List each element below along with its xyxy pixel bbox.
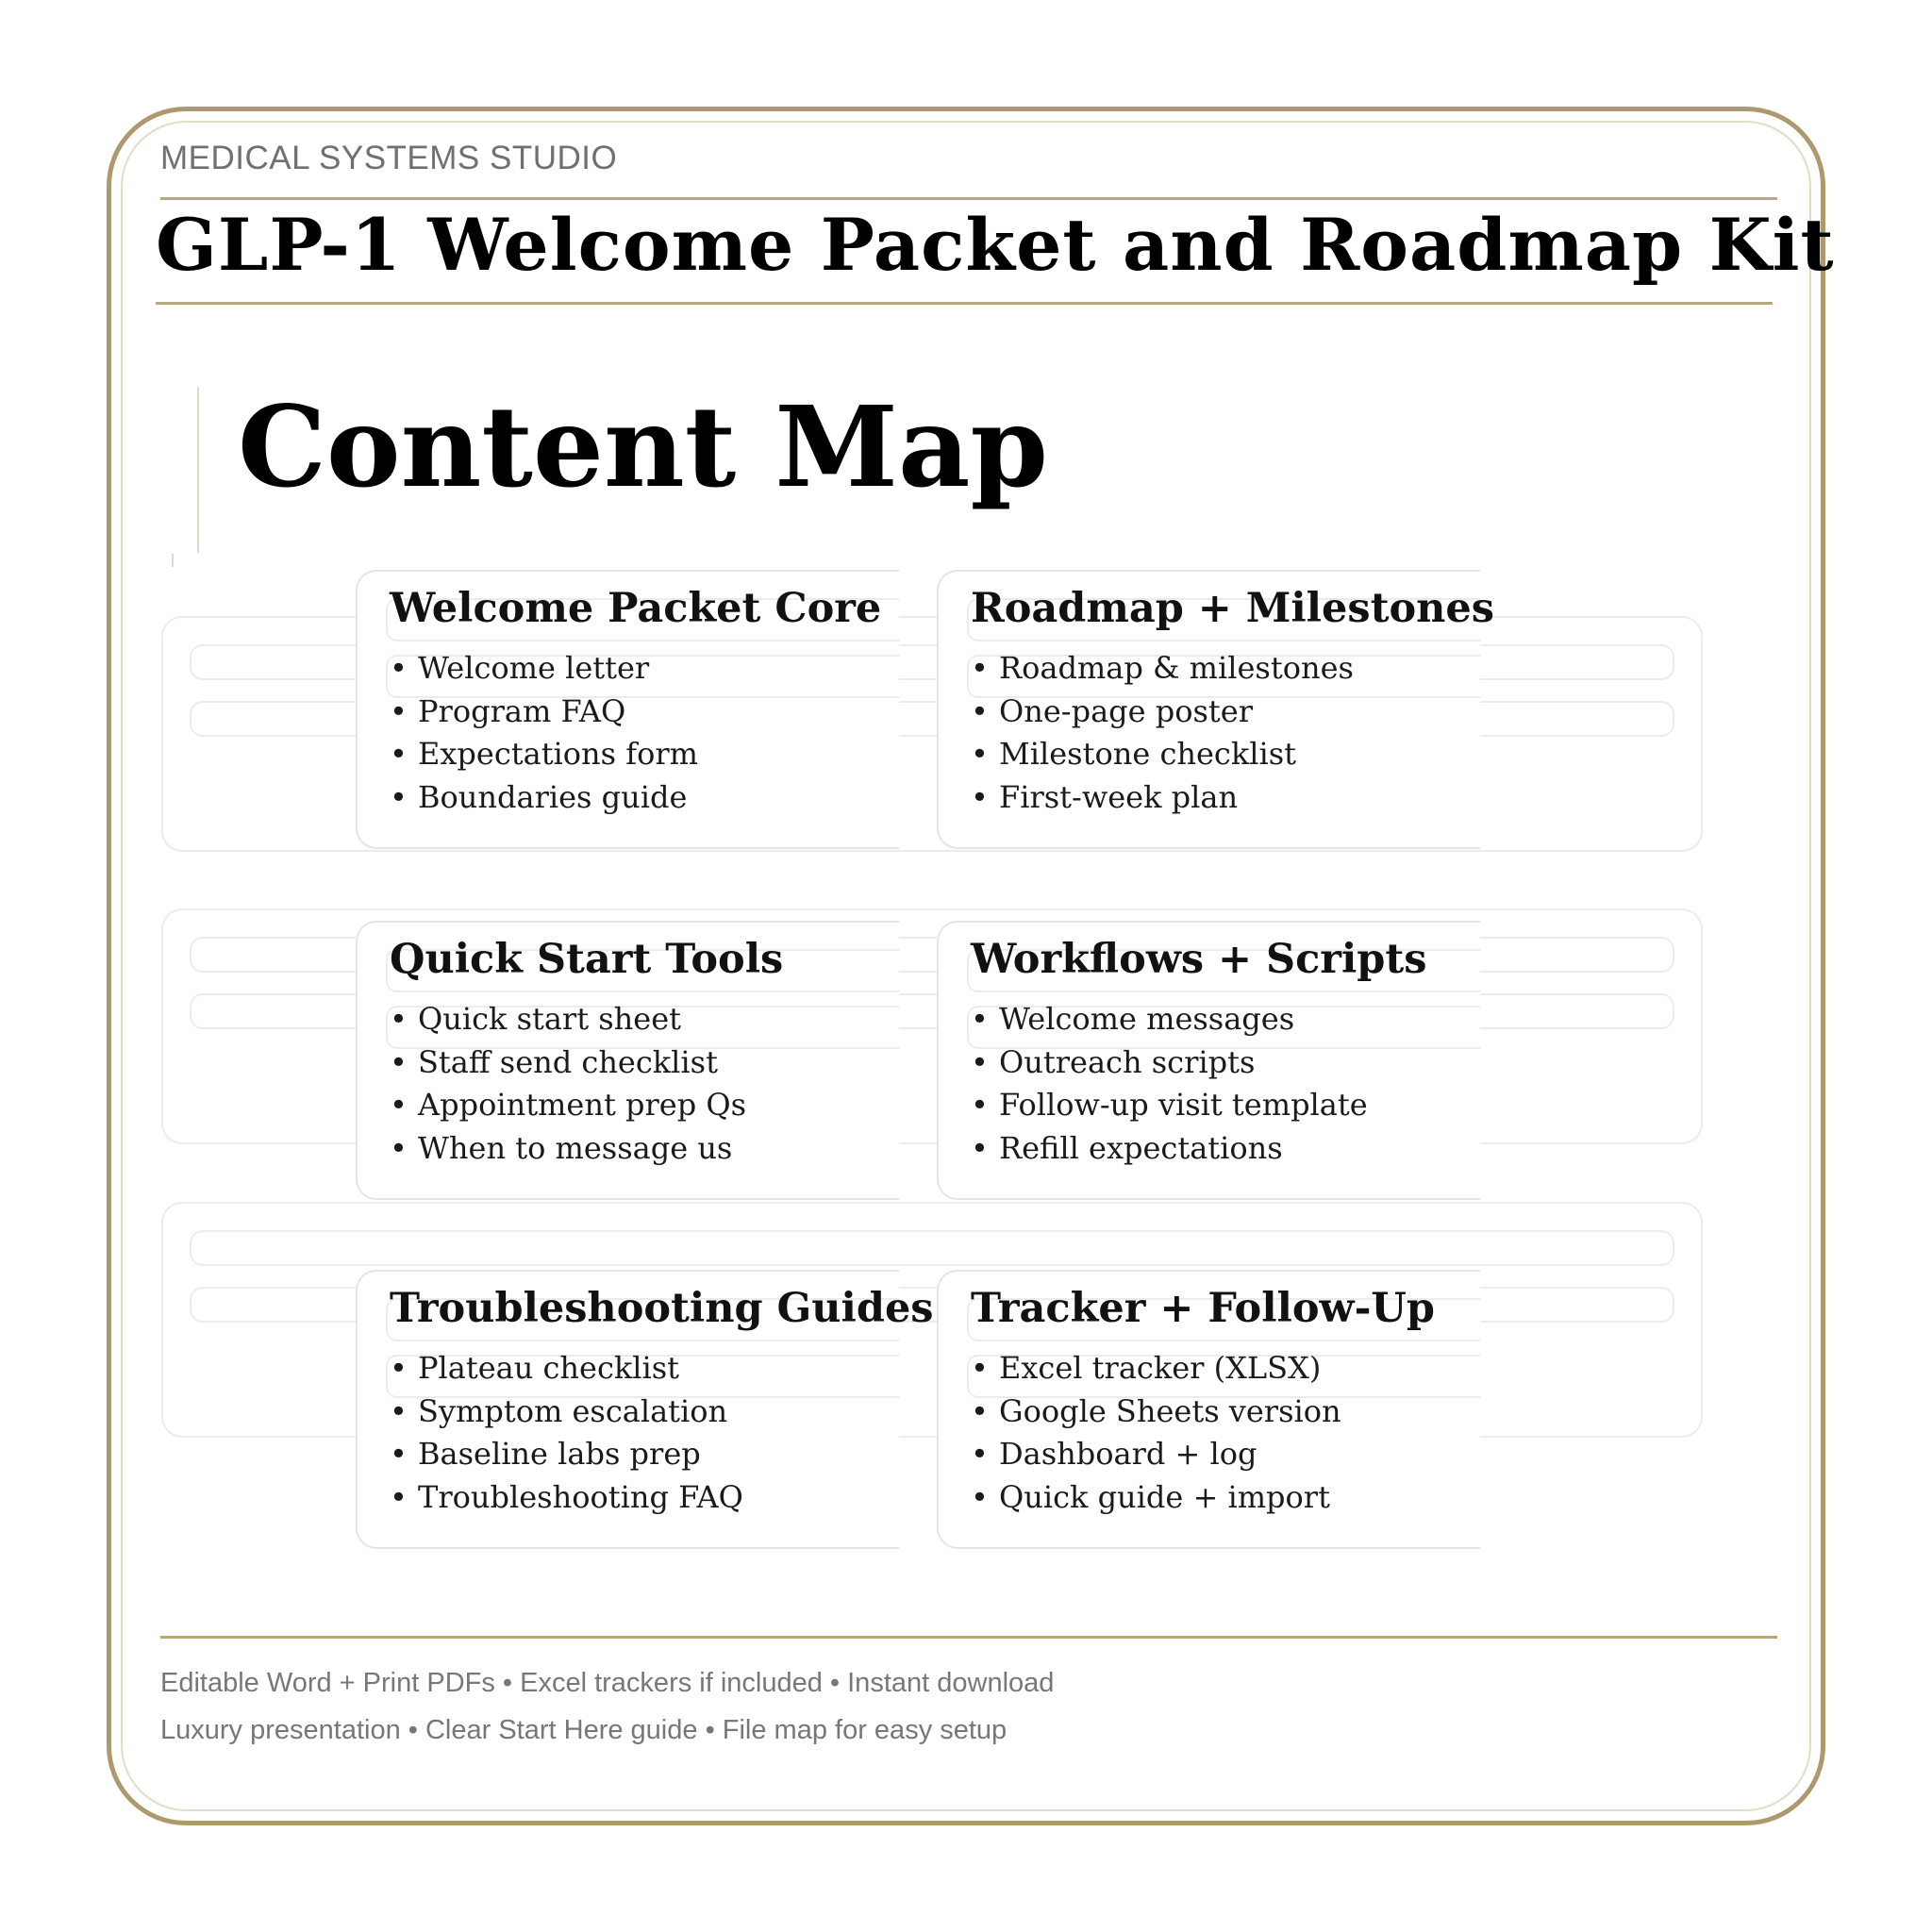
bullet: • (971, 1001, 989, 1037)
bullet: • (971, 650, 989, 686)
bullet: • (390, 650, 408, 686)
bullet: • (390, 778, 408, 815)
list-item-text: Excel tracker (XLSX) (999, 1350, 1322, 1386)
list-item-text: Milestone checklist (999, 736, 1296, 772)
section-list (971, 647, 1354, 819)
section-title: Welcome Packet Core (390, 585, 882, 632)
list-item-text: Welcome letter (418, 650, 650, 686)
list-item (390, 1041, 746, 1085)
list-item-text: Baseline labs prep (418, 1436, 701, 1472)
list-item (390, 1347, 743, 1391)
bullet: • (971, 1392, 989, 1429)
background-pill (190, 1230, 1674, 1266)
list-item-text: Refill expectations (999, 1129, 1283, 1166)
list-item (971, 647, 1354, 691)
list-item-text: Dashboard + log (999, 1436, 1257, 1472)
top-divider (160, 197, 1777, 200)
list-item (971, 776, 1354, 820)
list-item (390, 998, 746, 1041)
list-item-text: Outreach scripts (999, 1043, 1256, 1080)
list-item (971, 1476, 1341, 1520)
list-item-text: Welcome messages (999, 1001, 1295, 1037)
title-divider (156, 302, 1773, 305)
list-item (390, 776, 698, 820)
list-item (390, 1127, 746, 1171)
list-item (971, 1391, 1341, 1434)
footer-line-1: Editable Word + Print PDFs • Excel trackers if included • Instant download (160, 1668, 1055, 1698)
bullet: • (390, 1087, 408, 1123)
list-item-text: Google Sheets version (999, 1392, 1341, 1429)
list-item-text: Quick guide + import (999, 1478, 1330, 1515)
bullet: • (390, 692, 408, 729)
list-item (390, 647, 698, 691)
section-card-roadmap-milestones (937, 570, 1494, 849)
section-list (390, 647, 698, 819)
footer-line-2: Luxury presentation • Clear Start Here guide • File map for easy setup (160, 1715, 1008, 1745)
section-title: Roadmap + Milestones (971, 585, 1494, 632)
footer-divider (160, 1636, 1777, 1639)
list-item-text: Symptom escalation (418, 1392, 728, 1429)
list-item-text: Boundaries guide (418, 778, 688, 815)
list-item-text: Plateau checklist (418, 1350, 680, 1386)
list-item-text: Follow-up visit template (999, 1087, 1368, 1123)
list-item (971, 1347, 1341, 1391)
bullet: • (390, 1392, 408, 1429)
section-card-workflows-scripts (937, 921, 1480, 1200)
list-item (390, 1433, 743, 1476)
list-item (390, 691, 698, 734)
list-item (390, 733, 698, 776)
bullet: • (390, 1129, 408, 1166)
list-item-text: One-page poster (999, 692, 1254, 729)
bullet: • (971, 1043, 989, 1080)
bullet: • (971, 1129, 989, 1166)
heading-accent-bar (197, 387, 199, 553)
bullet: • (390, 1478, 408, 1515)
bullet: • (390, 1043, 408, 1080)
bullet: • (971, 1478, 989, 1515)
bullet: • (971, 736, 989, 772)
list-item (971, 733, 1354, 776)
list-item (390, 1391, 743, 1434)
brand-label: MEDICAL SYSTEMS STUDIO (160, 140, 618, 176)
bullet: • (390, 1436, 408, 1472)
section-list (971, 1347, 1341, 1519)
list-item (971, 1041, 1368, 1085)
list-item (971, 1127, 1368, 1171)
list-item (971, 691, 1354, 734)
bullet: • (390, 1001, 408, 1037)
section-title: Tracker + Follow-Up (971, 1285, 1435, 1332)
list-item-text: Program FAQ (418, 692, 626, 729)
section-title: Workflows + Scripts (971, 936, 1427, 983)
list-item (971, 1433, 1341, 1476)
section-title: Quick Start Tools (390, 936, 784, 983)
list-item (971, 998, 1368, 1041)
bullet: • (390, 736, 408, 772)
list-item-text: Expectations form (418, 736, 698, 772)
section-card-quick-start-tools (356, 921, 899, 1200)
list-item-text: Roadmap & milestones (999, 650, 1354, 686)
list-item (390, 1476, 743, 1520)
bullet: • (971, 778, 989, 815)
section-list (390, 998, 746, 1170)
section-card-tracker-follow-up (937, 1270, 1480, 1549)
list-item-text: Appointment prep Qs (418, 1087, 746, 1123)
section-list (390, 1347, 743, 1519)
content-map-heading: Content Map (238, 381, 1048, 512)
bullet: • (971, 1436, 989, 1472)
list-item-text: Quick start sheet (418, 1001, 682, 1037)
list-item-text: Troubleshooting FAQ (418, 1478, 743, 1515)
bullet: • (971, 1087, 989, 1123)
page-title: GLP-1 Welcome Packet and Roadmap Kit (156, 203, 1835, 287)
section-list (971, 998, 1368, 1170)
bullet: • (971, 1350, 989, 1386)
section-title: Troubleshooting Guides (390, 1285, 934, 1332)
section-card-welcome-packet-core (356, 570, 899, 849)
section-card-troubleshooting-guides (356, 1270, 934, 1549)
bullet: • (971, 692, 989, 729)
bullet: • (390, 1350, 408, 1386)
list-item (971, 1084, 1368, 1127)
list-item-text: Staff send checklist (418, 1043, 718, 1080)
heading-accent-tick (172, 554, 174, 567)
list-item-text: First-week plan (999, 778, 1239, 815)
list-item-text: When to message us (418, 1129, 733, 1166)
list-item (390, 1084, 746, 1127)
